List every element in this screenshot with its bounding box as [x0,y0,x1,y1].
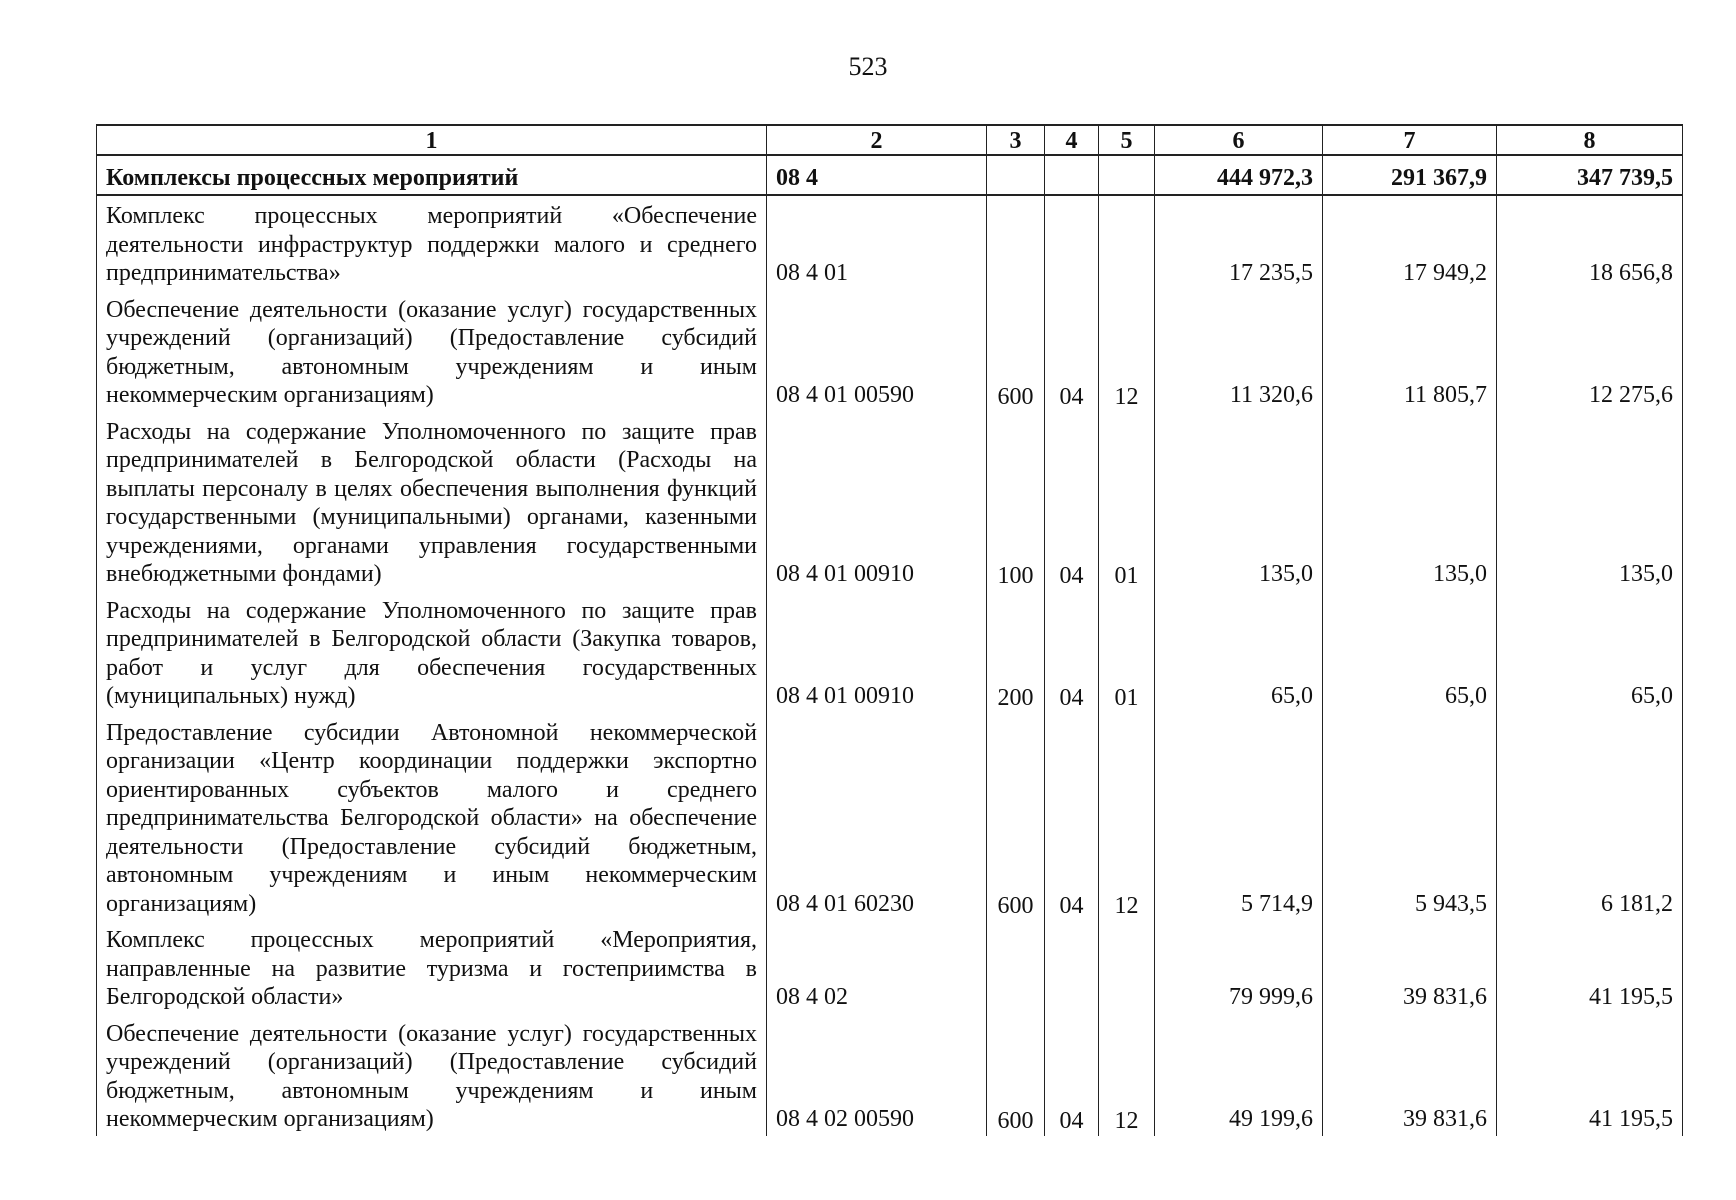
budget-table [96,124,1683,1136]
row-col-3: 600 [987,713,1045,921]
row-code: 08 4 02 [767,920,987,1014]
row-name: Комплекс процессных мероприятий «Мероприятия, направленные на развитие туризма и гостеприимства в Белгородской области» [97,920,767,1014]
header-cell-6: 6 [1155,125,1323,155]
row-value-8: 18 656,8 [1497,195,1683,290]
row-code: 08 4 01 [767,195,987,290]
row-code: 08 4 01 00910 [767,591,987,713]
table-row [97,1014,1683,1136]
row-name: Комплексы процессных мероприятий [97,155,767,195]
row-col-5: 01 [1099,412,1155,591]
row-value-8: 6 181,2 [1497,713,1683,921]
table-row [97,195,1683,290]
row-col-3: 100 [987,412,1045,591]
row-value-8: 135,0 [1497,412,1683,591]
header-cell-8: 8 [1497,125,1683,155]
row-name: Расходы на содержание Уполномоченного по защите прав предпринимателей в Белгородской области (Закупка товаров, работ и услуг для обеспечения государственных (муниципальных) нужд) [97,591,767,713]
row-value-6: 17 235,5 [1155,195,1323,290]
table-row [97,155,1683,195]
row-code: 08 4 01 60230 [767,713,987,921]
header-cell-2: 2 [767,125,987,155]
row-value-7: 11 805,7 [1323,290,1497,412]
row-col-3 [987,920,1045,1014]
row-code: 08 4 01 00590 [767,290,987,412]
header-cell-7: 7 [1323,125,1497,155]
table-row [97,290,1683,412]
row-name: Комплекс процессных мероприятий «Обеспечение деятельности инфраструктур поддержки малого и среднего предпринимательства» [97,195,767,290]
row-value-6: 11 320,6 [1155,290,1323,412]
row-code: 08 4 02 00590 [767,1014,987,1136]
row-value-6: 5 714,9 [1155,713,1323,921]
row-value-8: 41 195,5 [1497,1014,1683,1136]
table-row [97,412,1683,591]
row-col-4: 04 [1045,412,1099,591]
row-value-7: 39 831,6 [1323,1014,1497,1136]
row-value-6: 49 199,6 [1155,1014,1323,1136]
row-value-7: 39 831,6 [1323,920,1497,1014]
row-value-8: 41 195,5 [1497,920,1683,1014]
row-col-4: 04 [1045,591,1099,713]
row-col-3: 200 [987,591,1045,713]
row-col-3: 600 [987,290,1045,412]
row-col-5: 01 [1099,591,1155,713]
row-value-7: 135,0 [1323,412,1497,591]
row-col-5: 12 [1099,713,1155,921]
row-value-7: 291 367,9 [1323,155,1497,195]
row-col-5 [1099,195,1155,290]
row-name: Обеспечение деятельности (оказание услуг) государственных учреждений (организаций) (Предоставление субсидий бюджетным, автономным учреждениям и иным некоммерческим организациям) [97,1014,767,1136]
row-value-8: 347 739,5 [1497,155,1683,195]
table-row [97,920,1683,1014]
row-value-6: 135,0 [1155,412,1323,591]
row-name: Обеспечение деятельности (оказание услуг) государственных учреждений (организаций) (Предоставление субсидий бюджетным, автономным учреждениям и иным некоммерческим организациям) [97,290,767,412]
row-col-4 [1045,195,1099,290]
row-col-4: 04 [1045,1014,1099,1136]
row-value-7: 5 943,5 [1323,713,1497,921]
row-name: Расходы на содержание Уполномоченного по защите прав предпринимателей в Белгородской области (Расходы на выплаты персоналу в целях обеспечения выполнения функций государственными (муниципальными) органами, казенными учреждениями, органами управления государственными внебюджетными фондами) [97,412,767,591]
row-col-4 [1045,920,1099,1014]
row-name: Предоставление субсидии Автономной некоммерческой организации «Центр координации поддержки экспортно ориентированных субъектов малого и среднего предпринимательства Белгородской области» на обеспечение деятельности (Предоставление субсидий бюджетным, автономным учреждениям и иным некоммерческим организациям) [97,713,767,921]
row-col-4: 04 [1045,290,1099,412]
row-value-7: 17 949,2 [1323,195,1497,290]
row-col-3: 600 [987,1014,1045,1136]
row-value-6: 79 999,6 [1155,920,1323,1014]
row-col-3 [987,155,1045,195]
header-row [97,125,1683,155]
header-cell-3: 3 [987,125,1045,155]
row-col-5: 12 [1099,1014,1155,1136]
table-row [97,591,1683,713]
row-col-5: 12 [1099,290,1155,412]
header-cell-5: 5 [1099,125,1155,155]
row-col-4: 04 [1045,713,1099,921]
page-number: 523 [848,52,888,81]
row-col-4 [1045,155,1099,195]
table-row [97,713,1683,921]
row-code: 08 4 [767,155,987,195]
header-cell-1: 1 [97,125,767,155]
row-code: 08 4 01 00910 [767,412,987,591]
row-value-6: 444 972,3 [1155,155,1323,195]
header-cell-4: 4 [1045,125,1099,155]
row-value-7: 65,0 [1323,591,1497,713]
row-value-6: 65,0 [1155,591,1323,713]
row-value-8: 65,0 [1497,591,1683,713]
row-col-5 [1099,920,1155,1014]
row-col-5 [1099,155,1155,195]
row-value-8: 12 275,6 [1497,290,1683,412]
row-col-3 [987,195,1045,290]
